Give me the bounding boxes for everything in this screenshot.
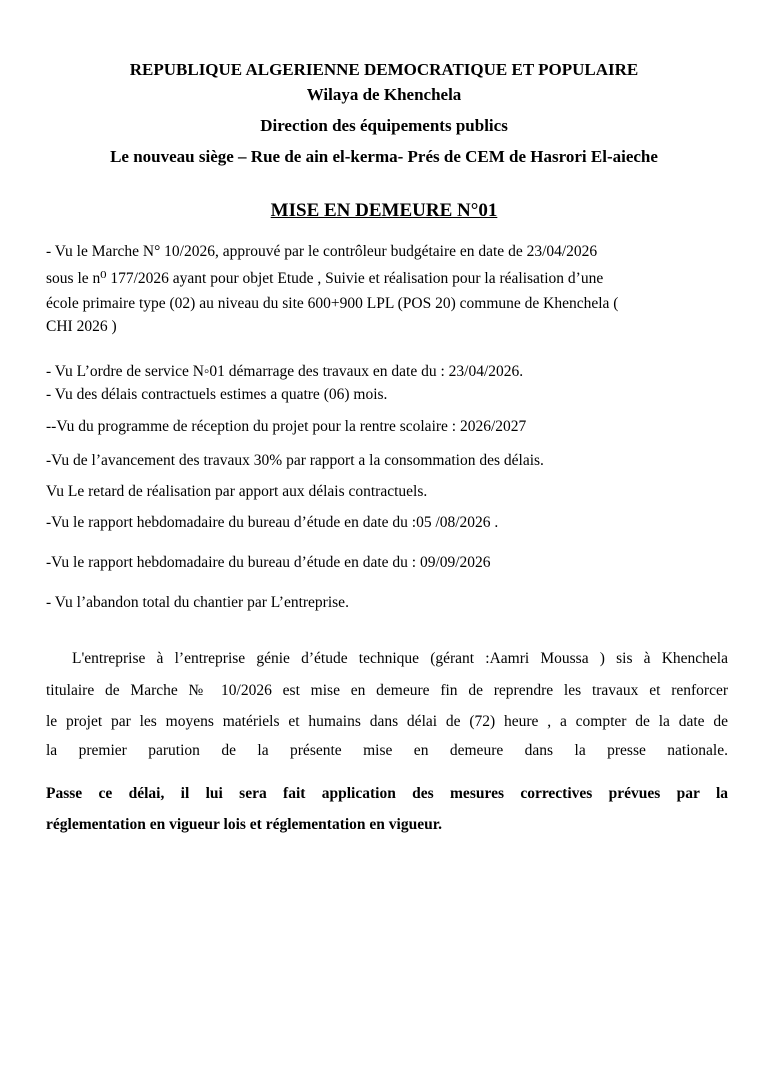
document-title: MISE EN DEMEURE N°01: [270, 200, 498, 221]
vu-item: - Vu l’abandon total du chantier par L’entreprise.: [46, 594, 349, 611]
country-header: REPUBLIQUE ALGERIENNE DEMOCRATIQUE ET POPULAIRE: [129, 60, 639, 79]
vu-item: -Vu le rapport hebdomadaire du bureau d’étude en date du : 09/09/2026: [46, 554, 491, 571]
body-paragraph-line: L'entreprise à l’entreprise génie d’étude technique (gérant :Aamri Moussa ) sis à Khenchela: [72, 650, 728, 667]
wilaya-header: Wilaya de Khenchela: [306, 85, 462, 104]
vu-item: - Vu L’ordre de service N◦01 démarrage des travaux en date du : 23/04/2026.: [46, 363, 524, 380]
vu-marche-line: CHI 2026 ): [46, 318, 117, 335]
closing-warning-line: Passe ce délai, il lui sera fait application des mesures correctives prévues par la: [46, 785, 728, 802]
vu-marche-line: sous le n⁰ 177/2026 ayant pour objet Etude , Suivie et réalisation pour la réalisation d’une: [46, 270, 604, 287]
vu-marche-line: - Vu le Marche N° 10/2026, approuvé par le contrôleur budgétaire en date de 23/04/2026: [46, 243, 598, 260]
vu-item: -Vu de l’avancement des travaux 30% par rapport a la consommation des délais.: [46, 452, 544, 469]
direction-header: Direction des équipements publics: [260, 116, 508, 135]
body-paragraph-line: le projet par les moyens matériels et humains dans délai de (72) heure , a compter de la date de: [46, 713, 728, 730]
address-header: Le nouveau siège – Rue de ain el-kerma- Prés de CEM de Hasrori El-aieche: [110, 147, 658, 166]
body-paragraph-line: la premier parution de la présente mise en demeure dans la presse nationale.: [46, 742, 728, 759]
vu-item: Vu Le retard de réalisation par apport aux délais contractuels.: [46, 483, 428, 500]
vu-marche-line: école primaire type (02) au niveau du site 600+900 LPL (POS 20) commune de Khenchela (: [46, 295, 619, 312]
closing-warning-line: réglementation en vigueur lois et réglementation en vigueur.: [46, 816, 443, 833]
vu-item: - Vu des délais contractuels estimes a quatre (06) mois.: [46, 386, 388, 403]
vu-item: -Vu le rapport hebdomadaire du bureau d’étude en date du :05 /08/2026 .: [46, 514, 499, 531]
body-paragraph-line: titulaire de Marche № 10/2026 est mise en demeure fin de reprendre les travaux et renforcer: [46, 682, 728, 699]
vu-item: --Vu du programme de réception du projet pour la rentre scolaire : 2026/2027: [46, 418, 527, 435]
